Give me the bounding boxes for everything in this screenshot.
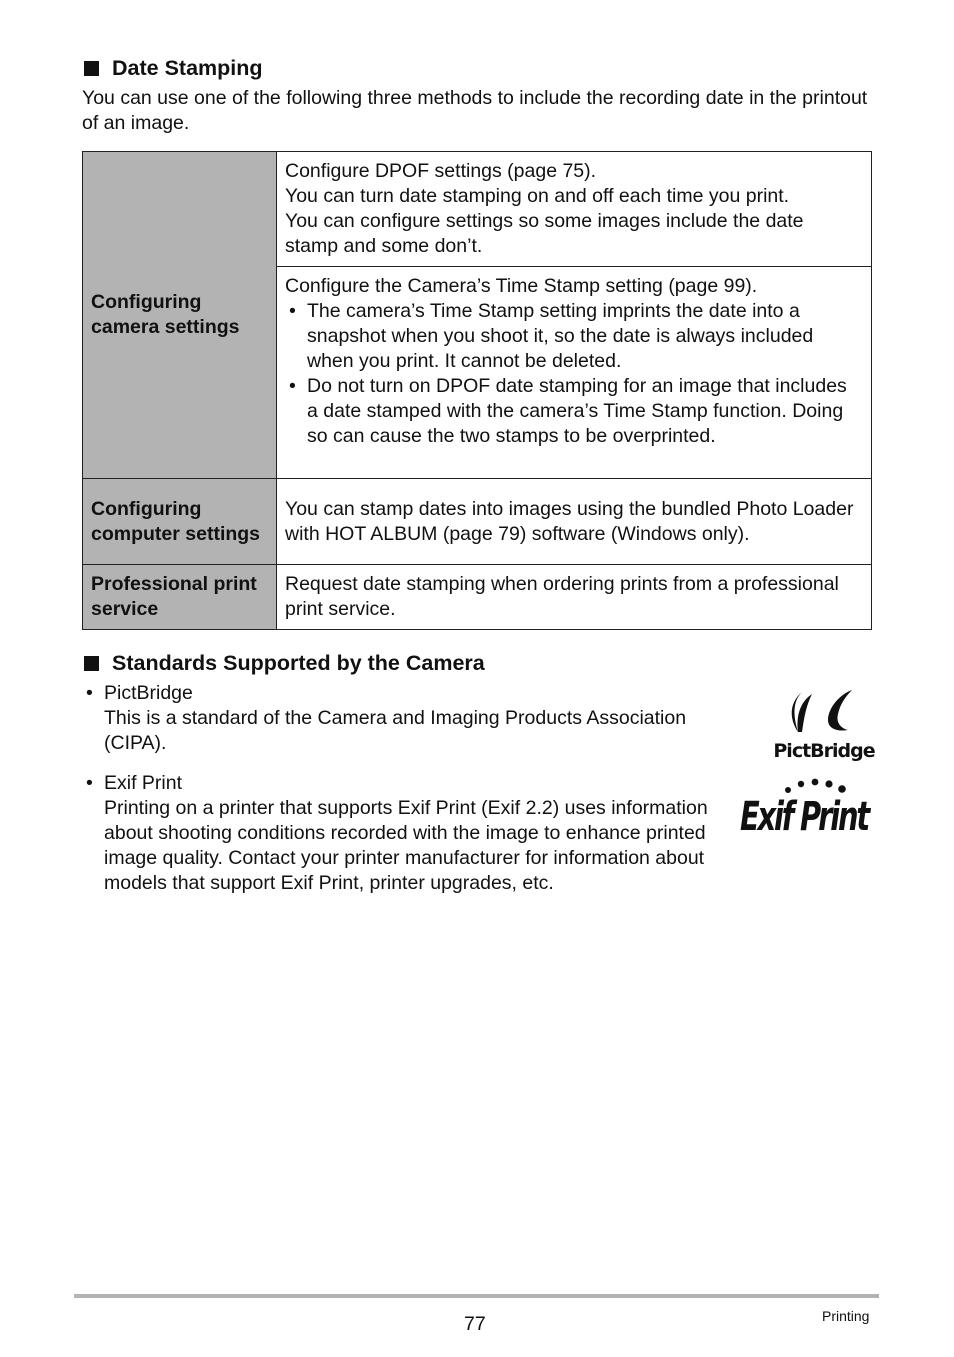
section-label: Printing <box>822 1308 870 1324</box>
date-stamping-table <box>82 151 872 630</box>
list-item <box>86 771 801 896</box>
cell-line: You can turn date stamping on and off each time you print. <box>285 185 790 207</box>
exif-print-logo-text: Exif Print <box>740 794 872 840</box>
bullet-glyph: • <box>86 772 93 794</box>
exif-print-logo <box>738 776 872 838</box>
table-row <box>83 152 872 267</box>
cell-computer: You can stamp dates into images using the bundled Photo Loader with HOT ALBUM (page 79) software (Windows only). <box>277 479 872 565</box>
table-row <box>83 479 872 565</box>
standards-title: Standards Supported by the Camera <box>112 651 485 675</box>
cell-time-stamp <box>277 267 872 479</box>
square-bullet-icon <box>84 656 99 671</box>
exif-print-desc: Printing on a printer that supports Exif Print (Exif 2.2) uses information about shooting conditions recorded with the image to enhance printed image quality. Contact your printer manufacturer for information about models that support Exif Print, printer upgrades, etc. <box>104 797 708 894</box>
row-label-professional: Professional print service <box>83 565 277 630</box>
cell-line: Configure DPOF settings (page 75). <box>285 160 597 182</box>
footer-divider <box>74 1294 879 1298</box>
page-number: 77 <box>464 1313 486 1335</box>
row-label-computer: Configuring computer settings <box>83 479 277 565</box>
cell-dpof <box>277 152 872 267</box>
exif-print-name: Exif Print <box>104 772 183 794</box>
bullet-item: • The camera’s Time Stamp setting imprints the date into a snapshot when you shoot it, so the date is always included when you print. It cannot be deleted. <box>285 299 862 374</box>
square-bullet-icon <box>84 61 99 76</box>
date-stamping-heading <box>84 55 263 81</box>
bullet-glyph: • <box>86 682 93 704</box>
bullet-item: • Do not turn on DPOF date stamping for an image that includes a date stamped with the camera’s Time Stamp function. Doing so can cause the two stamps to be overprinted. <box>285 374 862 449</box>
date-stamping-title: Date Stamping <box>112 56 263 80</box>
pictbridge-desc: This is a standard of the Camera and Imaging Products Association (CIPA). <box>104 707 687 754</box>
row-label-camera: Configuring camera settings <box>83 152 277 479</box>
date-stamping-intro: You can use one of the following three methods to include the recording date in the printout of an image. <box>82 87 868 134</box>
cell-professional: Request date stamping when ordering prints from a professional print service. <box>277 565 872 630</box>
standards-heading <box>84 650 485 676</box>
pictbridge-logo <box>773 686 875 766</box>
pictbridge-logo-text: PictBridge <box>773 740 875 762</box>
cell-line: Configure the Camera’s Time Stamp setting (page 99). <box>285 275 758 297</box>
pictbridge-name: PictBridge <box>104 682 193 704</box>
cell-line: You can configure settings so some images include the date stamp and some don’t. <box>285 210 804 257</box>
table-row <box>83 565 872 630</box>
list-item <box>86 681 746 756</box>
